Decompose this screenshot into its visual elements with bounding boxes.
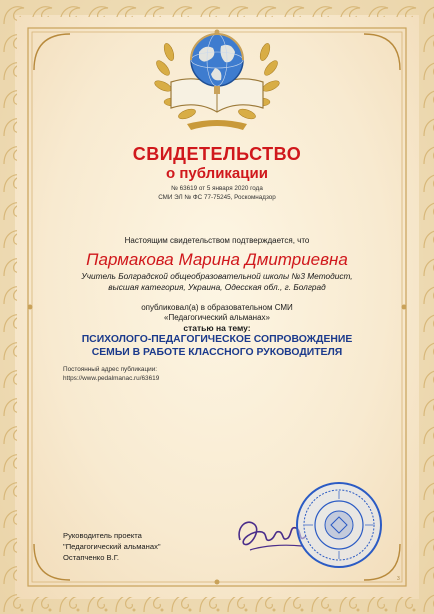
certificate-title: СВИДЕТЕЛЬСТВО <box>132 144 302 164</box>
published-text: опубликовал(а) в образовательном СМИ <box>141 303 293 312</box>
signer-name: Остапченко В.Г. <box>63 553 120 562</box>
page-number: 3 <box>397 576 400 582</box>
publication-name: «Педагогический альманах» <box>164 313 270 322</box>
recipient-name: Пармакова Марина Дмитриевна <box>86 250 348 269</box>
theme-label: статью на тему: <box>183 323 251 333</box>
confirm-text: Настоящим свидетельством подтверждается, что <box>124 236 310 245</box>
certificate-subtitle: о публикации <box>166 165 268 182</box>
address-url[interactable]: https://www.pedalmanac.ru/63619 <box>63 375 160 382</box>
registration-number: № 63619 от 5 января 2020 года <box>171 185 263 192</box>
article-topic-line1: ПСИХОЛОГО-ПЕДАГОГИЧЕСКОЕ СОПРОВОЖДЕНИЕ <box>81 334 353 345</box>
signer-title: Руководитель проекта <box>63 531 142 540</box>
signer-project: "Педагогический альманах" <box>63 542 161 551</box>
address-label: Постоянный адрес публикации: <box>63 366 158 373</box>
recipient-position-line1: Учитель Болградской общеобразовательной школы №3 Методист, <box>81 271 353 281</box>
article-topic-line2: СЕМЬИ В РАБОТЕ КЛАССНОГО РУКОВОДИТЕЛЯ <box>91 347 343 358</box>
round-stamp-icon <box>295 481 383 569</box>
registration-license: СМИ ЭЛ № ФС 77-75245, Роскомнадзор <box>158 194 276 201</box>
globe-book-emblem-icon <box>147 12 287 137</box>
recipient-position-line2: высшая категория, Украина, Одесская обл., г. Болград <box>108 282 326 292</box>
